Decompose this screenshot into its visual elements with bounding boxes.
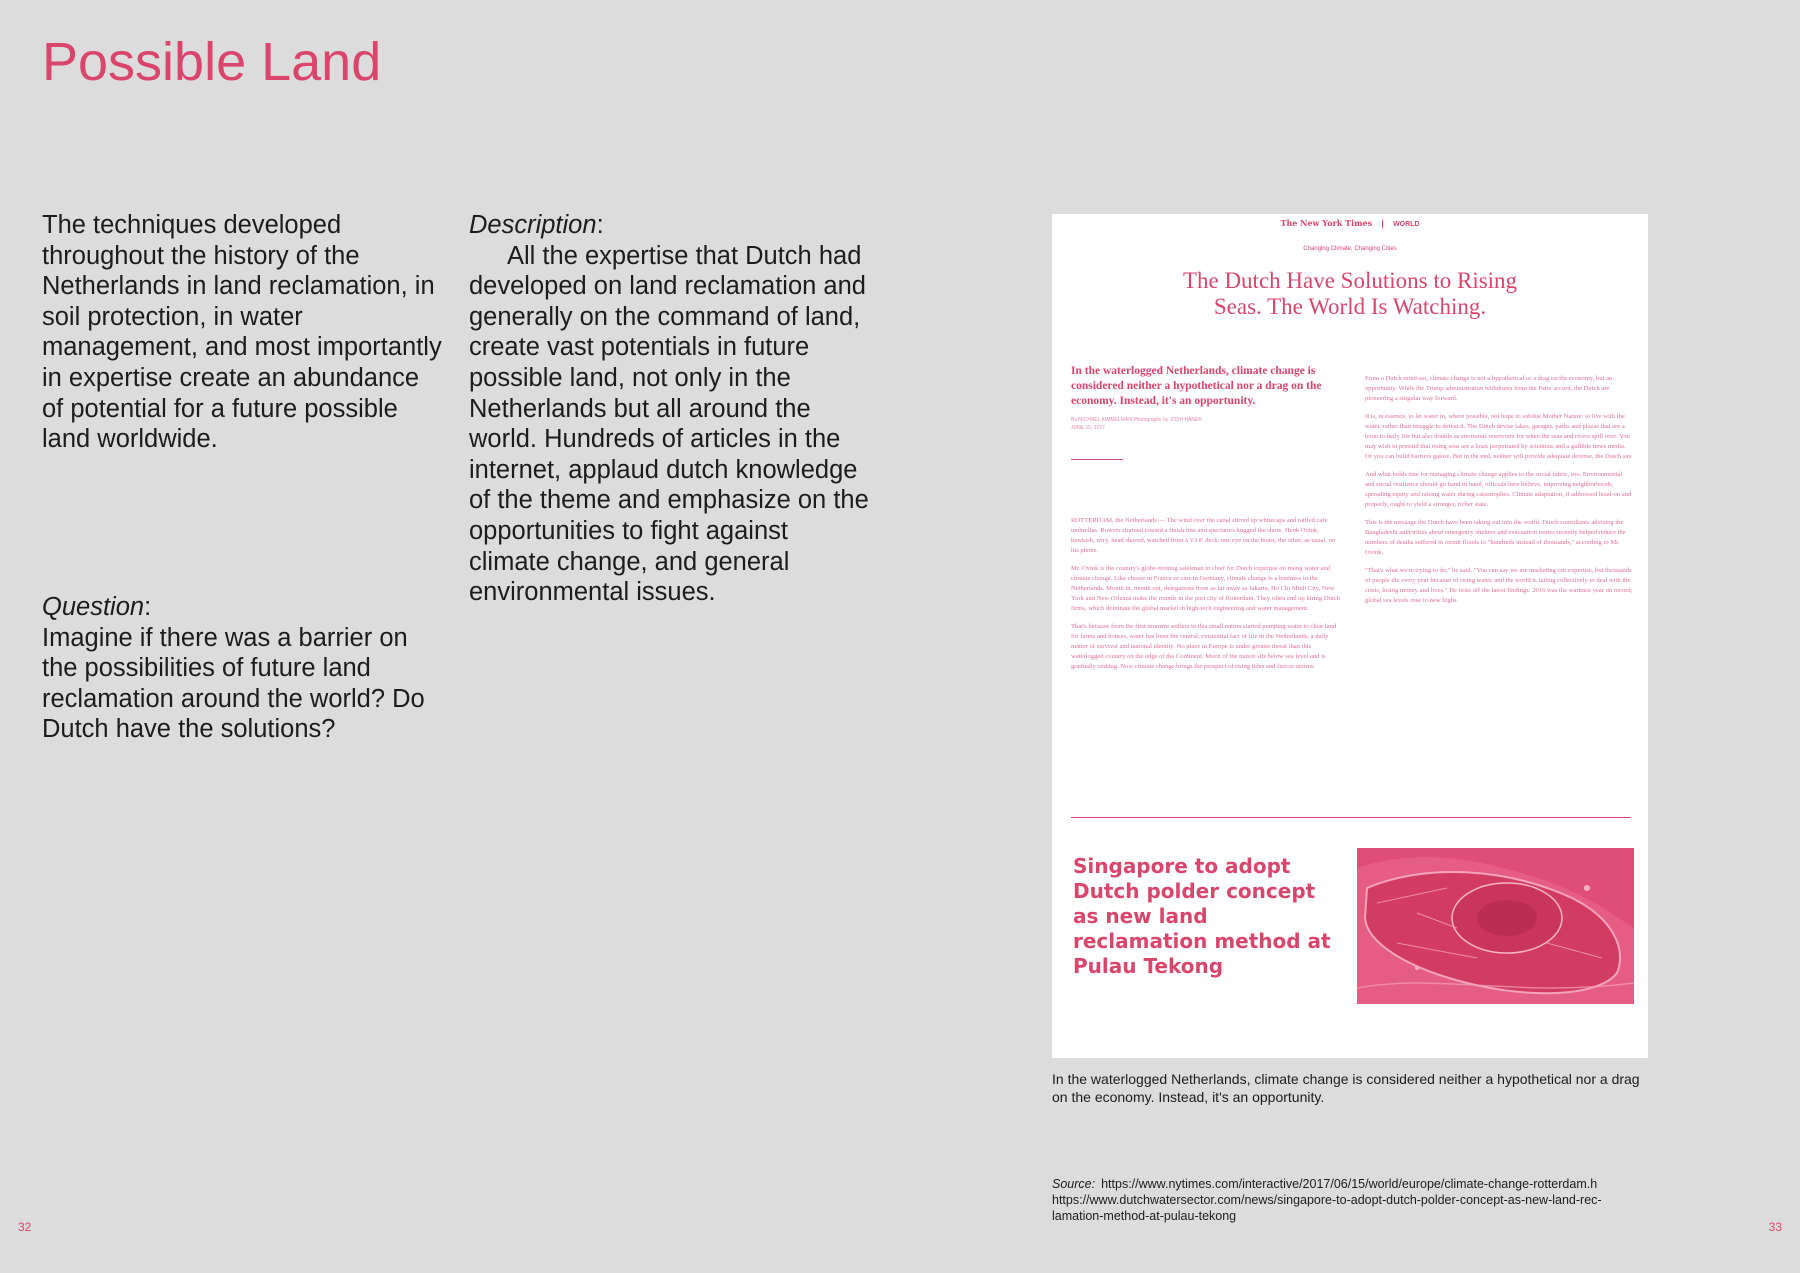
island-aerial-icon [1357, 848, 1634, 1004]
page-number-right: 33 [1768, 1220, 1782, 1234]
nyt-masthead [1052, 218, 1648, 228]
article-body-right [1365, 374, 1633, 614]
paragraph: "That's what we're trying to do," he said. "You can say we are marketing our expertise, but thousands of people die every year because of rising water, and the world is failing collectively to deal with the crisis, losing money and lives." He ticks off the latest findings: 2016 was the warmest year on record; global sea levels rose to new highs. [1365, 567, 1633, 604]
source-block [1052, 1176, 1652, 1224]
byline-text: By MICHAEL KIMMELMAN Photographs by JOSH HANER [1071, 417, 1202, 423]
aerial-map-image [1357, 848, 1634, 1004]
page-number-left: 32 [18, 1220, 32, 1234]
paragraph: And what holds true for managing climate change applies to the social fabric, too. Environmental and social resilience should go hand in hand, officials here believe, improving neighborhoods, spreading equity and raising water during catastrophes. Climate adaptation, if addressed head-on and properly, ought to yield a stronger, richer state. [1365, 471, 1632, 508]
article-headline: The Dutch Have Solutions to Rising Seas. The World Is Watching. [1182, 268, 1518, 319]
intro-text: The techniques developed throughout the history of the Netherlands in land reclamation, in soil protection, in water management, and most importantly in expertise create an abundance of potential for a future possible land worldwide. [42, 211, 442, 454]
question-label: Question [42, 593, 145, 621]
question-block: Question: Imagine if there was a barrier on the possibilities of future land reclamation around the world? Do Dutch have the solutions? [42, 592, 442, 745]
article-byline [1071, 416, 1341, 432]
paragraph: Mr. Ovink is the country's globe-trotting salesman in chief for Dutch expertise on rising water and climate change. Like cheese in France or cars in Germany, climate change is a business in the Netherlands. Month in, month out, delegations from as far away as Jakarta, Ho Chi Minh City, New York and New Orleans make the rounds in the port city of Rotterdam. They often end up hiring Dutch firms, which dominate the global market in high-tech engineering and water management. [1071, 565, 1340, 612]
description-text: All the expertise that Dutch had developed on land reclamation and generally on the command of land, create vast potentials in future possible land, not only in the Netherlands but all around the world. Hundreds of articles in the internet, applaud dutch knowledge of the theme and emphasize on the opportunities to fight against climate change, and general environmental issues. [469, 241, 869, 607]
divider [1071, 817, 1631, 818]
nyt-logo: The New York Times [1280, 218, 1373, 228]
source-link-nytimes[interactable]: https://www.nytimes.com/interactive/2017/06/15/world/europe/climate-change-rotterdam.h [1101, 1177, 1598, 1191]
source-label: Source: [1052, 1177, 1096, 1191]
paragraph: From a Dutch mind-set, climate change is not a hypothetical or a drag on the economy, but an opportunity. While the Trump administration withdraws from the Paris accord, the Dutch are pioneering a singular way forward. [1365, 375, 1613, 402]
description-column: Description: All the expertise that Dutch had developed on land reclamation and generally on the command of land, create vast potentials in future possible land, not only in the Netherlands but all around the world. Hundreds of articles in the internet, applaud dutch knowledge of the theme and emphasize on the opportunities to fight against climate change, and general environmental issues. [469, 211, 869, 607]
source-link-dutchwatersector[interactable]: https://www.dutchwatersector.com/news/singapore-to-adopt-dutch-polder-concept-as-new-land-rec-lamation-method-at-pulau-tekong [1052, 1193, 1602, 1223]
article-deck: In the waterlogged Netherlands, climate change is considered neither a hypothetical nor a drag on the economy. Instead, it's an opportunity. [1071, 365, 1322, 407]
divider [1071, 459, 1123, 460]
singapore-headline: Singapore to adopt Dutch polder concept as new land reclamation method at Pulau Tekong [1073, 854, 1331, 978]
article-clipping [1052, 214, 1648, 1058]
paragraph: It is, in essence, to let water in, where possible, not hope to subdue Mother Nature: to live with the water, rather than struggle to defeat it. The Dutch devise lakes, garages, parks and plazas that are a boon to daily life but also double as enormous reservoirs for when the seas and rivers spill over. You may wish to pretend that rising seas are a hoax perpetrated by scientists and a gullible news media. Or you can build barriers galore. But in the end, neither will provide adequate defense, the Dutch say. [1365, 413, 1633, 460]
article-body-left [1071, 516, 1341, 680]
paragraph: This is the message the Dutch have been taking out into the world. Dutch consultants advising the Bangladeshi authorities about emergency shelters and evacuation routes recently helped reduce the numbers of deaths suffered in recent floods to "hundreds instead of thousands," according to Mr. Ovink. [1365, 519, 1626, 556]
description-label: Description [469, 211, 597, 239]
section-label: WORLD [1393, 221, 1420, 228]
article-date: JUNE 15, 2017 [1071, 425, 1105, 431]
image-caption: In the waterlogged Netherlands, climate change is considered neither a hypothetical nor a drag on the economy. Instead, it's an opportunity. [1052, 1071, 1640, 1105]
page-title: Possible Land [42, 32, 382, 92]
paragraph: ROTTERDAM, the Netherlands — The wind over the canal stirred up whitecaps and rattled cafe umbrellas. Rowers strained toward a finish line and spectators hugged the shore. Henk Ovink, hawkish, wiry, head shaved, watched from a V.I.P. deck, one eye on the boats, the other, as usual, on his phone. [1071, 517, 1336, 554]
article-kicker: Changing Climate, Changing Cities [1303, 246, 1397, 252]
paragraph: That's because from the first moment settlers in this small nation started pumping water to clear land for farms and houses, water has been the central, existential fact of life in the Netherlands, a daily matter of survival and national identity. No place in Europe is under greater threat than this waterlogged country on the edge of the Continent. Much of the nation sits below sea level and is gradually sinking. Now climate change brings the prospect of rising tides and fiercer storms. [1071, 623, 1337, 670]
question-text: Imagine if there was a barrier on the possibilities of future land reclamation around the world? Do Dutch have the solutions? [42, 623, 425, 744]
intro-column [42, 210, 442, 455]
